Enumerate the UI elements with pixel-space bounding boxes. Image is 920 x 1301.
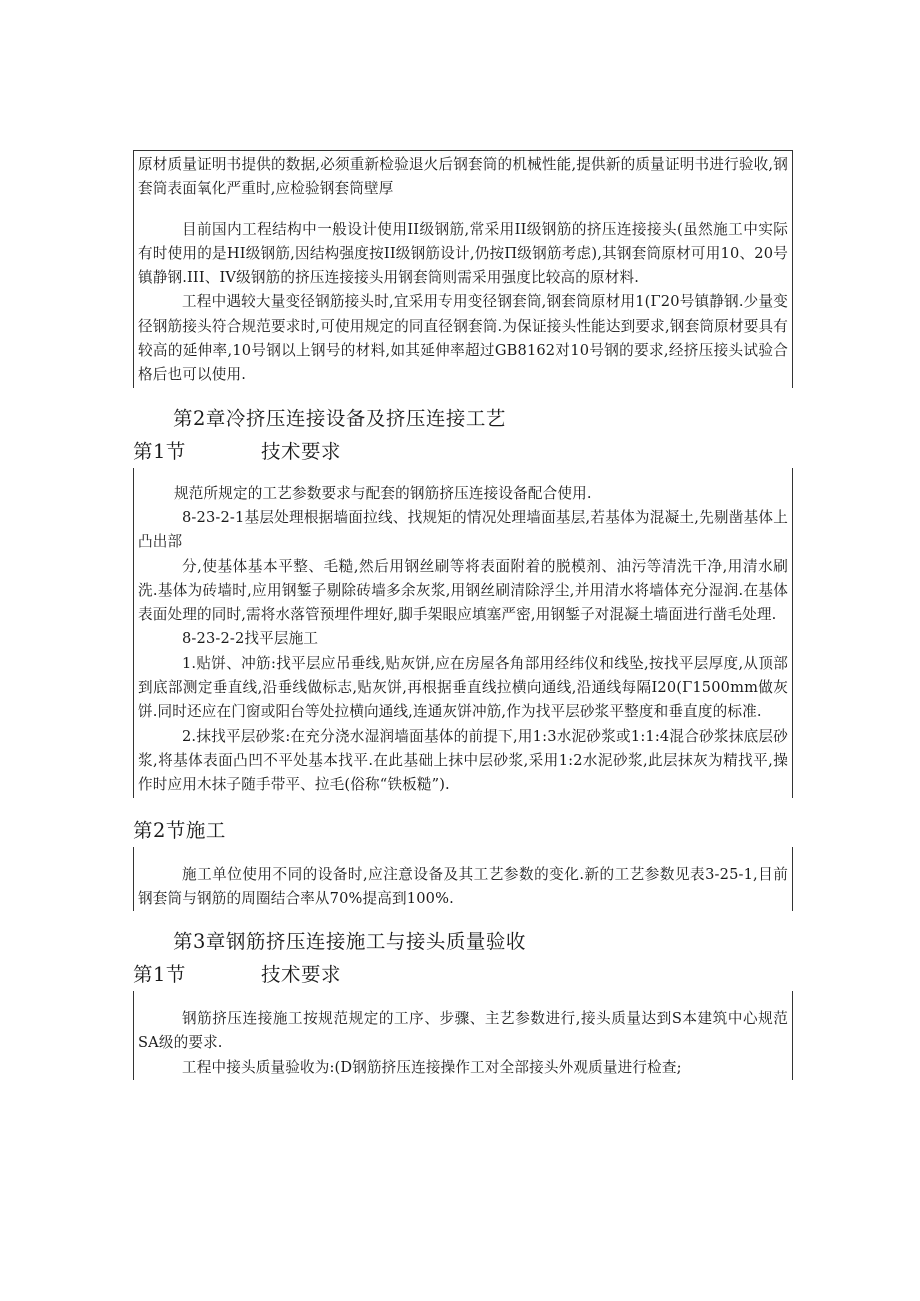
paragraph-leveling-step-2: 2.抹找平层砂浆:在充分浇水湿润墙面基体的前提下,用1:3水泥砂浆或1:1:4混合砂浆抹底层砂浆,将基体表面凸凹不平处基本找平.在此基础上抹中层砂浆,采用1:2水泥砂浆,此层抹灰为精找平,操作时应用木抹子随手带平、拉毛(俗称“铁板糙”). — [138, 727, 788, 794]
paragraph-equipment-params: 施工单位使用不同的设备时,应注意设备及其工艺参数的变化.新的工艺参数见表3-25-1,目前钢套筒与钢筋的周圈结合率从70%提高到100%. — [138, 865, 788, 907]
chapter-2-title: 第2章冷挤压连接设备及挤压连接工艺 — [173, 406, 506, 430]
top-text-block — [133, 150, 793, 202]
paragraph-leveling-step-1: 1.贴饼、冲筋:找平层应吊垂线,贴灰饼,应在房屋各角部用经纬仪和线坠,按找平层厚度,从顶部到底部测定垂直线,沿垂线做标志,贴灰饼,再根据垂直线拉横向通线,沿通线每隔I20(Γ1500mm做灰饼.同时还应在门窗或阳台等处拉横向通线,连通灰饼冲筋,作为找平层砂浆平整度和垂直度的标准. — [138, 654, 788, 721]
chapter-3-title: 第3章钢筋挤压连接施工与接头质量验收 — [173, 930, 526, 954]
section-title: 技术要求 — [261, 963, 342, 987]
chapter-3-section-1-body — [133, 1005, 793, 1080]
chapter-3-section-1-heading — [133, 959, 793, 991]
paragraph-quality-acceptance: 工程中接头质量验收为:(D钢筋挤压连接操作工对全部接头外观质量进行检查; — [182, 1058, 682, 1076]
paragraph-variable-diameter: 工程中遇较大量变径钢筋接头时,宜采用专用变径钢套筒,钢套筒原材用1(Γ20号镇静钢.少量变径钢筋接头符合规范要求时,可使用规定的同直径钢套筒.为保证接头性能达到要求,钢套筒原材要具有较高的延伸率,10号钢以上钢号的材料,如其延伸率超过GB8162对10号钢的要求,经挤压接头试验合格后也可以使用. — [138, 293, 788, 384]
chapter-2-section-1-heading — [133, 436, 793, 468]
paragraph-base-treatment-cont: 分,使基体基本平整、毛糙,然后用钢丝刷等将表面附着的脱模剂、油污等清洗干净,用清水刷洗.基体为砖墙时,应用钢錾子剔除砖墙多余灰浆,用钢丝刷清除浮尘,并用清水将墙体充分湿润.在基体表面处理的同时,需将水落管预埋件埋好,脚手架眼应填塞严密,用钢錾子对混凝土墙面进行凿毛处理. — [138, 557, 788, 624]
steel-sleeve-block — [133, 216, 793, 388]
paragraph-leveling-title: 8-23-2-2找平层施工 — [182, 630, 319, 648]
paragraph-grade-ii-steel: 目前国内工程结构中一般设计使用II级钢筋,常采用II级钢筋的挤压连接接头(虽然施工中实际有时使用的是HI级钢筋,因结构强度按II级钢筋设计,仍按П级钢筋考虑),其钢套筒原材可用10、20号镇静钢.III、IV级钢筋的挤压连接接头用钢套筒则需采用强度比较高的原材料. — [138, 220, 788, 287]
paragraph-base-treatment: 8-23-2-1基层处理根据墙面拉线、找规矩的情况处理墙面基层,若基体为混凝土,先剔凿基体上凸出部 — [138, 508, 788, 551]
chapter-2-section-2-body — [133, 861, 793, 912]
chapter-2-section-1-body — [133, 480, 793, 798]
document-page — [133, 150, 793, 1080]
section-number: 第1节 — [133, 439, 186, 463]
section-title: 技术要求 — [261, 439, 342, 463]
section-number: 第1节 — [133, 963, 186, 987]
chapter-2-section-2-heading: 第2节施工 — [133, 818, 226, 842]
paragraph-extrusion-procedure: 钢筋挤压连接施工按规范规定的工序、步骤、主艺参数进行,接头质量达到S本建筑中心规范SA级的要求. — [138, 1010, 788, 1052]
paragraph-continued: 原材质量证明书提供的数据,必须重新检验退火后钢套筒的机械性能,提供新的质量证明书进行验收,钢套筒表面氧化严重时,应检验钢套筒壁厚 — [138, 156, 788, 198]
paragraph-process-params: 规范所规定的工艺参数要求与配套的钢筋挤压连接设备配合使用. — [174, 484, 592, 502]
